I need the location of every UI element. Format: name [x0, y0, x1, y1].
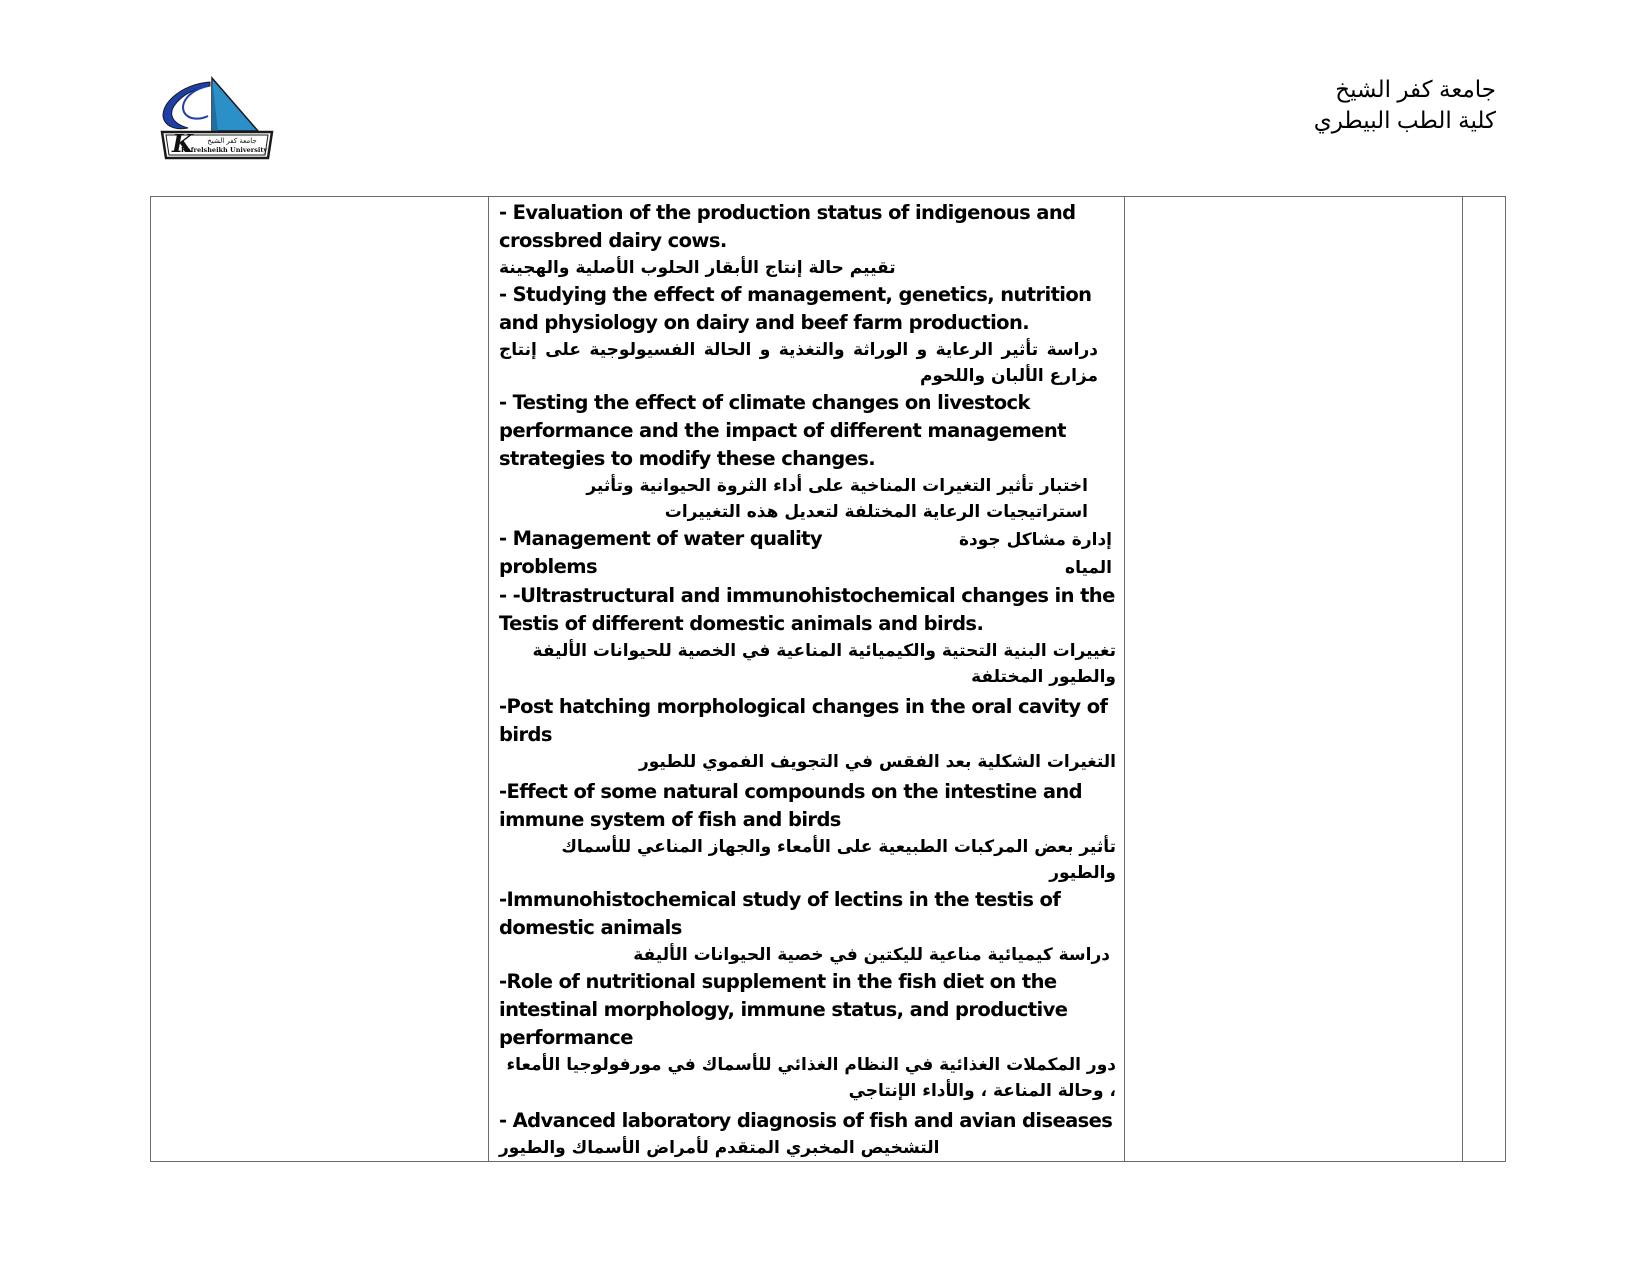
entry-english: - Testing the effect of climate changes on livestock performance and the impact of different management strategies to modify these changes.: [499, 391, 1066, 470]
entry-english: -Immunohistochemical study of lectins in the testis of domestic animals: [499, 888, 1061, 939]
entry-arabic: اختبار تأثير التغيرات المناخية على أداء الثروة الحيوانية وتأثير استراتيجيات الرعاية المختلفة لتعديل هذه التغييرات: [586, 476, 1088, 522]
entry-arabic: دراسة تأثير الرعاية و الوراثة والتغذية و الحالة الفسيولوجية على إنتاج مزارع الألبان واللحوم: [499, 340, 1098, 386]
list-item: [499, 968, 1116, 1104]
entry-english: -Effect of some natural compounds on the intestine and immune system of fish and birds: [499, 780, 1083, 831]
entry-english: - Evaluation of the production status of indigenous and crossbred dairy cows.: [499, 201, 1076, 252]
entry-english: - Studying the effect of management, genetics, nutrition and physiology on dairy and beef farm production.: [499, 283, 1092, 334]
list-item: [499, 525, 1116, 582]
entry-arabic: تقييم حالة إنتاج الأبقار الحلوب الأصلية والهجينة: [499, 258, 896, 278]
university-logo: [160, 76, 274, 162]
entry-row: [499, 525, 1116, 582]
entry-arabic: التشخيص المخبري المتقدم لأمراض الأسماك والطيور: [499, 1138, 940, 1158]
list-item: [499, 281, 1116, 389]
list-item: [499, 778, 1116, 886]
list-item: [499, 582, 1116, 690]
entry-english: - Management of water quality problems: [499, 527, 823, 578]
content-table: [150, 196, 1506, 1162]
header-arabic: [1136, 74, 1496, 136]
list-item: [499, 1107, 1116, 1161]
list-item: [499, 389, 1116, 525]
entry-english: - -Ultrastructural and immunohistochemical changes in the Testis of different domestic animals and birds.: [499, 584, 1115, 635]
entry-arabic: دور المكملات الغذائية في النظام الغذائي للأسماك في مورفولوجيا الأمعاء ، وحالة المناعة ، والأداء الإنتاجي: [506, 1055, 1116, 1101]
entry-arabic: دراسة كيميائية مناعية لليكتين في خصية الحيوانات الأليفة: [633, 945, 1110, 965]
table-cell-empty-right: [1125, 197, 1463, 1162]
faculty-name: كلية الطب البيطري: [1313, 107, 1496, 133]
table-cell-content: [489, 197, 1125, 1162]
entry-arabic: إدارة مشاكل جودة المياه: [959, 530, 1112, 578]
entry-arabic: التغيرات الشكلية بعد الفقس في التجويف الفموي للطيور: [638, 752, 1116, 772]
list-item: [499, 886, 1116, 968]
logo-text-ar: جامعة كفر الشيخ: [207, 137, 257, 145]
logo-text-en: Kafrelsheikh University: [180, 146, 268, 154]
table-cell-empty-left: [151, 197, 489, 1162]
table-cell-empty-narrow: [1463, 197, 1506, 1162]
logo-k-letter: K: [172, 129, 193, 158]
entry-arabic: تأثير بعض المركبات الطبيعية على الأمعاء والجهاز المناعي للأسماك والطيور: [561, 837, 1116, 883]
university-name: جامعة كفر الشيخ: [1335, 76, 1496, 102]
entry-english: -Role of nutritional supplement in the fish diet on the intestinal morphology, immune status, and productive performance: [499, 970, 1068, 1049]
list-item: [499, 693, 1116, 775]
entry-english: -Post hatching morphological changes in the oral cavity of birds: [499, 695, 1108, 746]
list-item: [499, 199, 1116, 281]
entry-arabic: تغييرات البنية التحتية والكيميائية المناعية في الخصية للحيوانات الأليفة والطيور المختلفة: [532, 641, 1116, 687]
table-row: [151, 197, 1506, 1162]
entry-english: - Advanced laboratory diagnosis of fish and avian diseases: [499, 1109, 1113, 1132]
